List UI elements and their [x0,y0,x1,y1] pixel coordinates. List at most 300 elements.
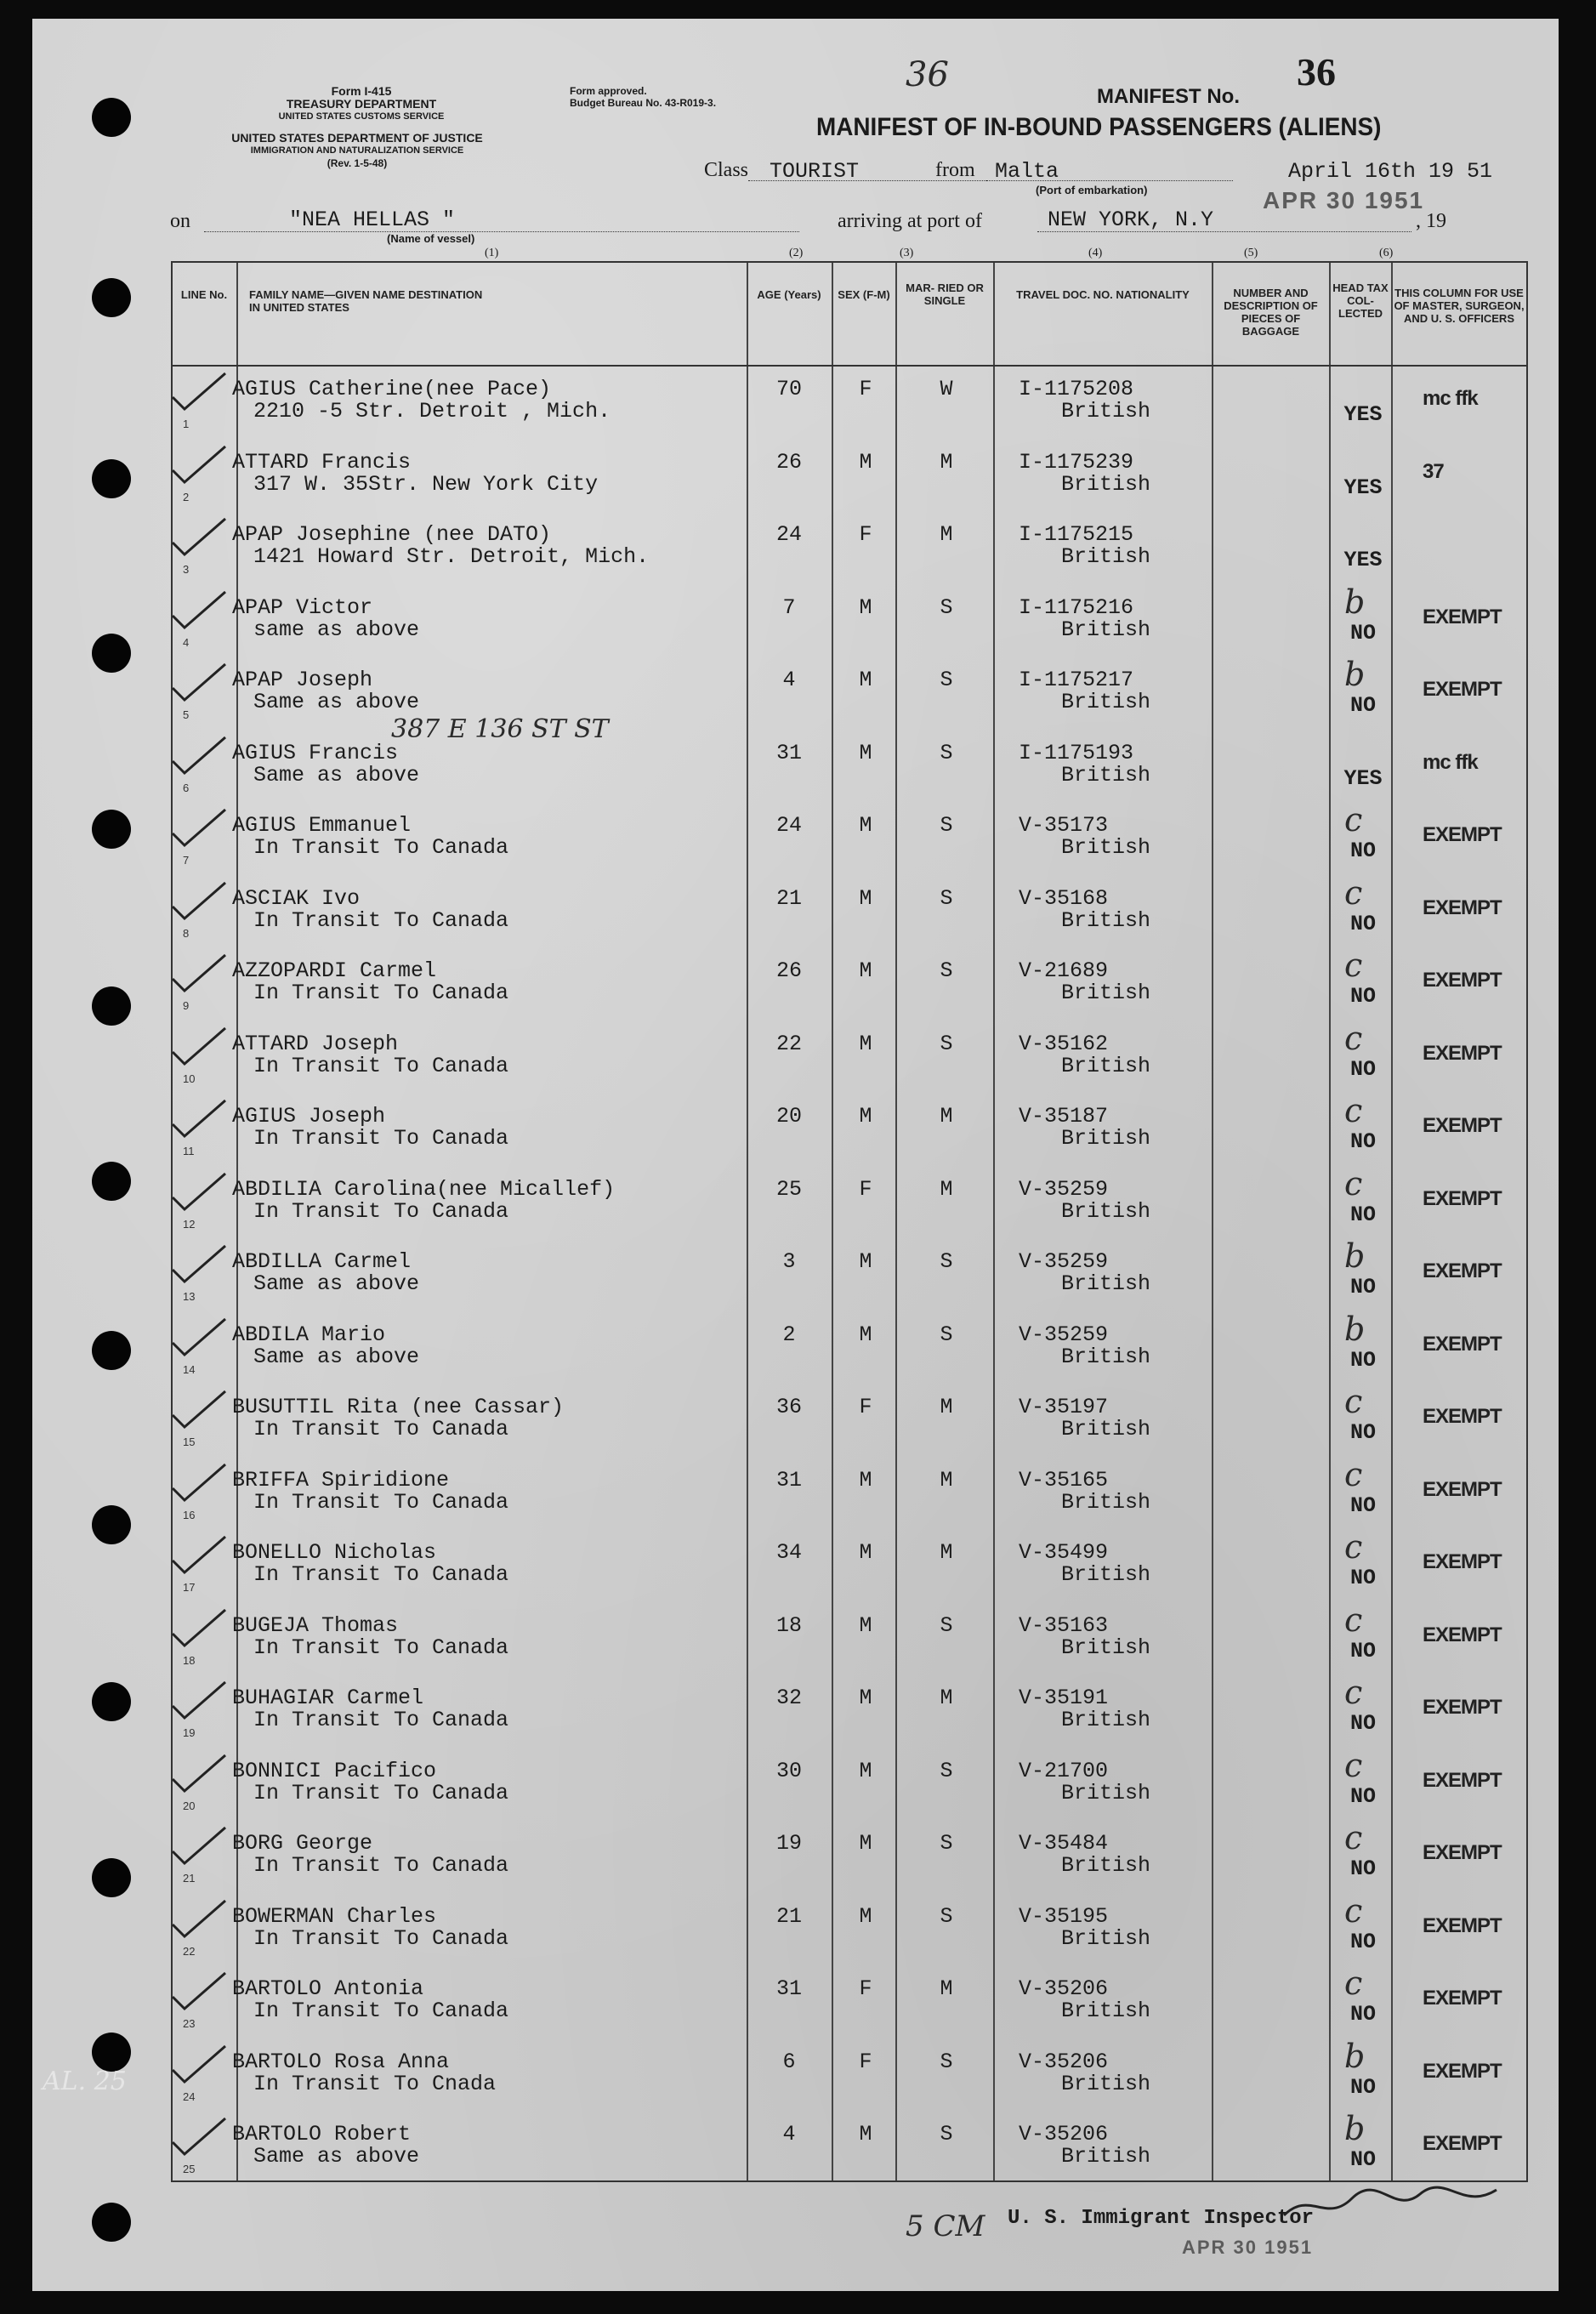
line-number: 22 [183,1944,196,1958]
passenger-sex: M [859,740,872,765]
passenger-name: ABDILLA Carmel [232,1249,412,1274]
justice-block [166,132,548,170]
passenger-sex: M [859,2122,872,2146]
officer-note: EXEMPT [1423,1041,1502,1065]
form-approved: Form approved. [570,85,647,97]
marital-status: M [940,1176,953,1202]
punch-hole [92,1682,131,1721]
table-row [173,656,1526,729]
head-tax-collected: NO [1349,693,1376,718]
marital-status: S [940,1249,953,1274]
passenger-destination: In Transit To Canada [253,981,509,1005]
officer-note: EXEMPT [1423,1186,1502,1210]
line-number: 20 [183,1799,196,1812]
passenger-destination: Same as above [253,2144,420,2169]
table-row [173,1674,1526,1747]
passenger-sex: M [859,1831,872,1856]
line-number: 6 [183,781,190,794]
line-number: 7 [183,854,190,867]
nationality: British [1061,1053,1151,1078]
passenger-age: 25 [775,1176,802,1202]
passenger-name: BOWERMAN Charles [232,1903,437,1929]
passenger-name: BUSUTTIL Rita (nee Cassar) [232,1395,565,1419]
nationality: British [1061,1998,1151,2023]
passenger-age: 31 [775,1467,802,1492]
from-label: from [935,159,975,181]
ins-service: IMMIGRATION AND NATURALIZATION SERVICE [250,145,464,156]
travel-doc-number: V-35259 [1019,1176,1109,1202]
head-tax-mark: c [1344,1019,1363,1057]
manifest-number: 36 [1297,50,1336,94]
nationality: British [1061,981,1151,1005]
marital-status: M [940,1104,953,1129]
head-tax-collected: YES [1343,475,1383,500]
passenger-destination: In Transit To Canada [253,1998,509,2023]
on-label: on [170,210,190,232]
punch-hole [92,98,131,137]
check-mark-icon [166,2110,234,2161]
passenger-name: AGIUS Francis [232,740,399,765]
passenger-age: 3 [782,1249,796,1274]
passenger-name: ASCIAK Ivo [232,885,361,911]
passenger-sex: M [859,668,872,692]
col-officers-header: THIS COLUMN FOR USE OF MASTER, SURGEON, AND U. S. OFFICERS [1394,287,1525,325]
colnum-2: (2) [789,247,804,259]
head-tax-collected: NO [1349,2074,1376,2100]
marital-status: M [940,449,953,475]
marital-status: S [940,813,953,838]
passenger-sex: M [859,1322,872,1347]
punch-hole [92,1162,131,1201]
passenger-name: APAP Victor [232,594,373,620]
marital-status: M [940,1467,953,1492]
passenger-age: 70 [775,377,802,401]
passenger-destination: In Transit To Cnada [253,2071,497,2096]
travel-doc-number: V-35206 [1019,2122,1109,2146]
check-mark-icon [166,947,234,998]
manifest-title: MANIFEST OF IN-BOUND PASSENGERS (ALIENS) [816,113,1382,141]
passenger-sex: M [859,1249,872,1274]
col-name-header: FAMILY NAME—GIVEN NAME DESTINATION IN UNITED STATES [249,288,483,314]
table-row [173,1311,1526,1384]
passenger-sex: M [859,594,872,620]
nationality: British [1061,762,1151,787]
head-tax-collected: NO [1349,1275,1376,1299]
head-tax-mark: c [1344,1964,1363,2002]
passenger-age: 4 [782,668,796,692]
vessel-name: "NEA HELLAS " [289,208,456,232]
head-tax-mark: c [1344,947,1363,984]
officer-note: EXEMPT [1423,1987,1502,2010]
officer-note: EXEMPT [1423,1259,1502,1282]
head-tax-collected: NO [1349,620,1376,645]
passenger-age: 34 [775,1540,802,1565]
officer-note: EXEMPT [1423,1696,1502,1719]
line-number: 14 [183,1362,196,1376]
line-number: 23 [183,2017,196,2030]
travel-doc-number: I-1175216 [1019,594,1134,620]
travel-doc-number: V-35163 [1019,1612,1109,1638]
nationality: British [1061,1853,1151,1878]
head-tax-mark: c [1344,1819,1363,1856]
arrival-stamp: APR 30 1951 [1263,187,1425,213]
passenger-name: BORG George [232,1831,373,1856]
passenger-destination: In Transit To Canada [253,1489,509,1515]
passenger-sex: M [859,813,872,838]
passenger-destination: Same as above [253,1344,420,1369]
punch-hole [92,1858,131,1897]
passenger-name: BUHAGIAR Carmel [232,1686,424,1710]
line-number: 11 [183,1145,195,1157]
line-number: 17 [183,1581,196,1594]
marital-status: S [940,2122,953,2146]
table-row [173,1892,1526,1965]
head-tax-collected: NO [1349,1929,1376,1954]
passenger-name: BONELLO Nicholas [232,1540,437,1565]
nationality: British [1061,1925,1151,1951]
line-number: 5 [183,708,190,721]
nationality: British [1061,690,1151,714]
check-mark-icon [166,583,234,634]
travel-doc-number: V-35197 [1019,1395,1109,1419]
passenger-destination: In Transit To Canada [253,1708,509,1732]
officer-note: EXEMPT [1423,2132,1502,2155]
line-number: 16 [183,1508,196,1521]
check-mark-icon [166,1165,234,1216]
check-mark-icon [166,656,234,707]
officer-note: EXEMPT [1423,823,1502,846]
line-number: 13 [183,1290,196,1303]
passenger-destination: In Transit To Canada [253,1853,509,1878]
passenger-age: 24 [775,522,802,547]
travel-doc-number: V-35259 [1019,1322,1109,1347]
line-number: 8 [183,926,190,940]
passenger-destination: In Transit To Canada [253,907,509,933]
check-mark-icon [166,2038,234,2089]
marital-status: M [940,522,953,547]
passenger-age: 30 [775,1758,802,1783]
check-mark-icon [166,1601,234,1652]
check-mark-icon [166,1020,234,1071]
marital-status: S [940,668,953,692]
table-row [173,874,1526,947]
departure-date: April 16th 19 51 [1288,159,1493,184]
marital-status: M [940,1686,953,1710]
line-number: 3 [183,563,190,576]
travel-doc-number: I-1175193 [1019,740,1134,765]
line-number: 18 [183,1653,196,1667]
head-tax-collected: NO [1349,2002,1376,2027]
line-number: 4 [183,635,190,649]
table-row [173,1092,1526,1165]
check-mark-icon [166,1092,234,1143]
nationality: British [1061,1780,1151,1805]
port-embarkation-caption: (Port of embarkation) [1036,184,1148,196]
check-mark-icon [166,1456,234,1507]
marital-status: S [940,1612,953,1638]
line-number: 9 [183,999,190,1012]
officer-note: EXEMPT [1423,1405,1502,1428]
col-travel-header: TRAVEL DOC. NO. NATIONALITY [1016,288,1190,301]
head-tax-collected: YES [1343,402,1383,427]
customs-service: UNITED STATES CUSTOMS SERVICE [278,111,445,122]
passenger-destination: 2210 -5 Str. Detroit , Mich. [253,399,611,424]
nationality: British [1061,617,1151,642]
line-number: 19 [183,1726,196,1739]
table-row [173,1528,1526,1601]
table-row [173,510,1526,583]
head-tax-collected: NO [1349,1638,1376,1663]
passenger-name: BARTOLO Rosa Anna [232,2049,450,2074]
col-married-header: MAR- RIED OR SINGLE [906,281,984,307]
passenger-age: 31 [775,1976,802,2001]
head-tax-mark: b [1344,1310,1366,1348]
officer-note: EXEMPT [1423,1477,1502,1501]
table-row [173,1383,1526,1456]
nationality: British [1061,907,1151,933]
head-tax-mark: c [1344,1600,1363,1639]
passenger-age: 2 [782,1322,796,1347]
officer-note: EXEMPT [1423,2059,1502,2083]
passenger-name: ATTARD Joseph [232,1031,399,1056]
head-tax-mark: b [1344,656,1366,693]
nationality: British [1061,471,1151,497]
inspector-stamp: APR 30 1951 [1182,2237,1314,2258]
travel-doc-number: I-1175208 [1019,377,1134,401]
travel-doc-number: V-21700 [1019,1758,1109,1783]
officer-note: EXEMPT [1423,605,1502,628]
officer-note: 37 [1423,459,1444,483]
passenger-age: 21 [775,885,802,911]
passenger-destination: In Transit To Canada [253,1925,509,1951]
budget-number: Budget Bureau No. 43-R019-3. [570,97,717,109]
passenger-sex: M [859,1031,872,1056]
passenger-destination: Same as above [253,1271,420,1296]
passenger-name: APAP Joseph [232,668,373,692]
arriving-label: arriving at port of [838,210,982,232]
passenger-age: 22 [775,1031,802,1056]
passenger-name: ABDILA Mario [232,1322,386,1347]
passenger-name: AGIUS Catherine(nee Pace) [232,377,552,401]
passenger-destination: 317 W. 35Str. New York City [253,471,599,497]
marital-status: W [940,377,953,401]
justice-dept: UNITED STATES DEPARTMENT OF JUSTICE [231,131,483,145]
passenger-age: 21 [775,1903,802,1929]
officer-note: EXEMPT [1423,1114,1502,1137]
passenger-sex: F [859,1176,872,1202]
marital-status: S [940,740,953,765]
column-header-row [173,263,1526,367]
passenger-name: BARTOLO Robert [232,2122,412,2146]
marital-status: M [940,1540,953,1565]
head-tax-collected: NO [1349,839,1376,863]
head-tax-mark: b [1344,1237,1366,1275]
head-tax-collected: NO [1349,1856,1376,1881]
passenger-sex: F [859,1395,872,1419]
passenger-sex: M [859,1104,872,1129]
punch-hole [92,278,131,317]
officer-note: EXEMPT [1423,895,1502,919]
table-row [173,1964,1526,2038]
passenger-name: ABDILIA Carolina(nee Micallef) [232,1176,616,1202]
head-tax-mark: c [1344,1891,1363,1930]
line-number: 2 [183,490,190,503]
nationality: British [1061,544,1151,569]
passenger-age: 7 [782,594,796,620]
table-row [173,1020,1526,1093]
colnum-6: (6) [1379,247,1394,259]
travel-doc-number: V-35206 [1019,2049,1109,2074]
passenger-destination: Same as above [253,690,420,714]
check-mark-icon [166,510,234,561]
check-mark-icon [166,874,234,925]
nationality: British [1061,2144,1151,2169]
head-tax-collected: NO [1349,1711,1376,1736]
check-mark-icon [166,1674,234,1725]
travel-doc-number: V-35195 [1019,1903,1109,1929]
head-tax-collected: NO [1349,1492,1376,1518]
travel-doc-number: V-35162 [1019,1031,1109,1056]
vessel-line [204,231,799,232]
check-mark-icon [166,1237,234,1288]
nationality: British [1061,399,1151,424]
form-agency-block [238,85,485,123]
head-tax-collected: NO [1349,1129,1376,1154]
officer-note: EXEMPT [1423,969,1502,992]
head-tax-mark: c [1344,1674,1363,1711]
marital-status: S [940,1903,953,1929]
travel-doc-number: I-1175217 [1019,668,1134,692]
nationality: British [1061,1489,1151,1515]
nationality: British [1061,2071,1151,2096]
officer-note: EXEMPT [1423,1550,1502,1573]
manifest-label: MANIFEST No. [1097,85,1240,108]
passenger-name: BONNICI Pacifico [232,1758,437,1783]
check-mark-icon [166,1311,234,1362]
line-number: 12 [183,1217,196,1231]
nationality: British [1061,1635,1151,1660]
line-number: 21 [183,1872,196,1885]
passenger-sex: M [859,1612,872,1638]
passenger-destination: In Transit To Canada [253,835,509,860]
officer-note: mc ffk [1423,750,1478,774]
handwritten-5cm: 5 CM [906,2209,985,2243]
punch-hole [92,810,131,849]
passenger-sex: M [859,449,872,475]
passenger-destination: Same as above [253,762,420,787]
marital-status: S [940,1758,953,1783]
passenger-sex: F [859,377,872,401]
table-row [173,438,1526,511]
marital-status: S [940,1831,953,1856]
check-mark-icon [166,1383,234,1434]
head-tax-collected: NO [1349,1347,1376,1373]
passenger-destination: In Transit To Canada [253,1562,509,1587]
punch-hole [92,986,131,1026]
head-tax-collected: NO [1349,1202,1376,1227]
passenger-sex: F [859,2049,872,2074]
passenger-age: 18 [775,1612,802,1638]
nationality: British [1061,1562,1151,1587]
class-label: Class [704,159,749,181]
table-row [173,365,1526,438]
marital-status: M [940,1976,953,2001]
travel-doc-number: V-35206 [1019,1976,1109,2001]
arrival-port: NEW YORK, N.Y [1048,208,1214,232]
table-row [173,729,1526,802]
travel-doc-number: V-35259 [1019,1249,1109,1274]
travel-doc-number: V-35191 [1019,1686,1109,1710]
check-mark-icon [166,1819,234,1870]
approval-block [570,85,716,109]
marital-status: S [940,594,953,620]
table-row [173,583,1526,657]
passenger-sex: M [859,1758,872,1783]
punch-hole [92,459,131,498]
passenger-sex: F [859,1976,872,2001]
passenger-destination: In Transit To Canada [253,1417,509,1441]
passenger-destination: In Transit To Canada [253,1198,509,1224]
colnum-4: (4) [1088,247,1103,259]
punch-hole [92,634,131,673]
marital-status: S [940,885,953,911]
marital-status: S [940,1031,953,1056]
head-tax-mark: c [1344,801,1363,839]
line-number: 10 [183,1072,196,1085]
col-age-header: AGE (Years) [757,288,821,301]
head-tax-collected: YES [1343,765,1383,791]
revision: (Rev. 1-5-48) [327,157,388,169]
passenger-name: AGIUS Emmanuel [232,813,412,838]
check-mark-icon [166,438,234,489]
head-tax-collected: NO [1349,1783,1376,1809]
check-mark-icon [166,1964,234,2016]
punch-hole [92,1505,131,1544]
nationality: British [1061,1708,1151,1732]
from-line [986,180,1233,181]
passenger-name: BUGEJA Thomas [232,1612,399,1638]
colnum-5: (5) [1244,247,1258,259]
col-baggage-header: NUMBER AND DESCRIPTION OF PIECES OF BAGGAGE [1224,287,1318,338]
line-number: 25 [183,2163,196,2175]
passenger-destination: In Transit To Canada [253,1780,509,1805]
check-mark-icon [166,801,234,852]
passenger-age: 6 [782,2049,796,2074]
travel-doc-number: V-35173 [1019,813,1109,838]
passenger-destination: In Transit To Canada [253,1126,509,1151]
nationality: British [1061,1198,1151,1224]
passenger-sex: M [859,1467,872,1492]
passenger-name: BARTOLO Antonia [232,1976,424,2001]
passenger-table [171,261,1528,2182]
table-row [173,947,1526,1020]
nationality: British [1061,1417,1151,1441]
passenger-sex: M [859,1686,872,1710]
passenger-sex: M [859,958,872,983]
handwritten-number: 36 [906,55,949,94]
travel-doc-number: V-35168 [1019,885,1109,911]
nationality: British [1061,1344,1151,1369]
officer-note: EXEMPT [1423,1332,1502,1356]
table-row [173,1747,1526,1820]
head-tax-mark: c [1344,1383,1363,1420]
head-tax-collected: NO [1349,1566,1376,1590]
head-tax-collected: YES [1343,548,1383,572]
table-row [173,801,1526,874]
marital-status: S [940,2049,953,2074]
passenger-name: ATTARD Francis [232,449,412,475]
passenger-name: APAP Josephine (nee DATO) [232,522,552,547]
